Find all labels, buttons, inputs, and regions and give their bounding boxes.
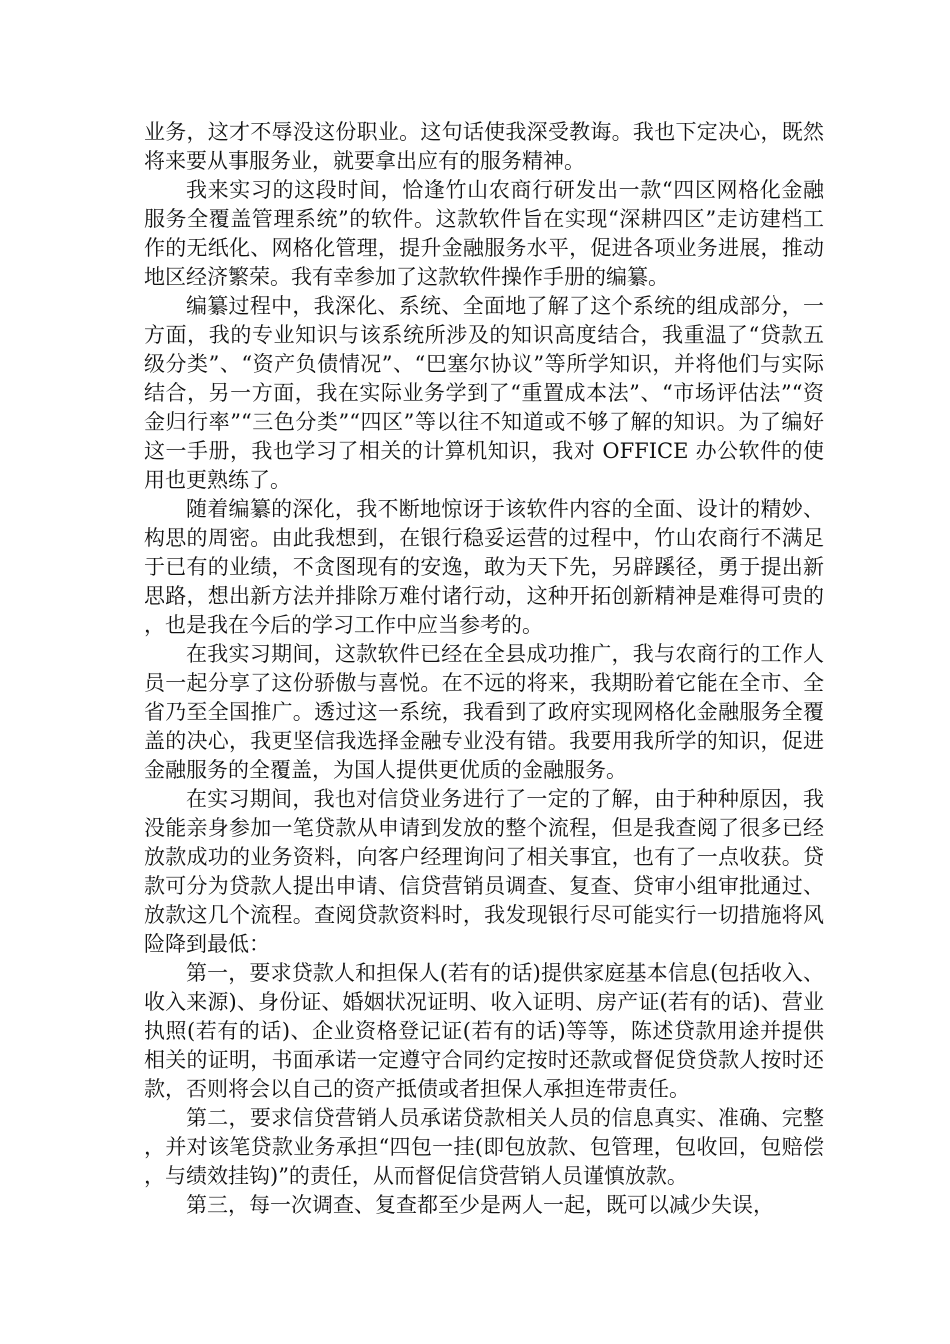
paragraph-6: 在实习期间，我也对信贷业务进行了一定的了解，由于种种原因，我没能亲身参加一笔贷款从申请到发放的整个流程，但是我查阅了很多已经放款成功的业务资料，向客户经理询问了相关事宜，也有了一点收获。贷款可分为贷款人提出申请、信贷营销员调查、复查、贷审小组审批通过、放款这几个流程。查阅贷款资料时，我发现银行尽可能实行一切措施将风险降到最低： [144,787,824,956]
paragraph-1: 业务，这才不辱没这份职业。这句话使我深受教诲。我也下定决心，既然将来要从事服务业，就要拿出应有的服务精神。 [144,120,824,173]
paragraph-5: 在我实习期间，这款软件已经在全县成功推广，我与农商行的工作人员一起分享了这份骄傲与喜悦。在不远的将来，我期盼着它能在全市、全省乃至全国推广。透过这一系统，我看到了政府实现网格化金融服务全覆盖的决心，我更坚信我选择金融专业没有错。我要用我所学的知识，促进金融服务的全覆盖，为国人提供更优质的金融服务。 [144,642,824,782]
paragraph-4: 随着编纂的深化，我不断地惊讶于该软件内容的全面、设计的精妙、构思的周密。由此我想到，在银行稳妥运营的过程中，竹山农商行不满足于已有的业绩，不贪图现有的安逸，敢为天下先，另辟蹊径，勇于提出新思路，想出新方法并排除万难付诸行动，这种开拓创新精神是难得可贵的，也是我在今后的学习工作中应当参考的。 [144,497,824,637]
document-page [144,118,824,1220]
paragraph-7: 第一，要求贷款人和担保人(若有的话)提供家庭基本信息(包括收入、收入来源)、身份证、婚姻状况证明、收入证明、房产证(若有的话)、营业执照(若有的话)、企业资格登记证(若有的话)等等，陈述贷款用途并提供相关的证明，书面承诺一定遵守合同约定按时还款或督促贷贷款人按时还款，否则将会以自己的资产抵债或者担保人承担连带责任。 [144,961,824,1101]
paragraph-8: 第二，要求信贷营销人员承诺贷款相关人员的信息真实、准确、完整，并对该笔贷款业务承担“四包一挂(即包放款、包管理，包收回，包赔偿，与绩效挂钩)”的责任，从而督促信贷营销人员谨慎放款。 [144,1106,824,1188]
paragraph-9: 第三，每一次调查、复查都至少是两人一起，既可以减少失误， [186,1193,774,1217]
paragraph-3: 编纂过程中，我深化、系统、全面地了解了这个系统的组成部分，一方面，我的专业知识与该系统所涉及的知识高度结合，我重温了“贷款五级分类”、“资产负债情况”、“巴塞尔协议”等所学知识，并将他们与实际结合，另一方面，我在实际业务学到了“重置成本法”、“市场评估法”“资金归行率”“三色分类”“四区”等以往不知道或不够了解的知识。为了编好这一手册，我也学习了相关的计算机知识，我对 OFFICE 办公软件的使用也更熟练了。 [144,294,824,492]
paragraph-2: 我来实习的这段时间，恰逢竹山农商行研发出一款“四区网格化金融服务全覆盖管理系统”的软件。这款软件旨在实现“深耕四区”走访建档工作的无纸化、网格化管理，提升金融服务水平，促进各项业务进展，推动地区经济繁荣。我有幸参加了这款软件操作手册的编纂。 [144,178,824,289]
